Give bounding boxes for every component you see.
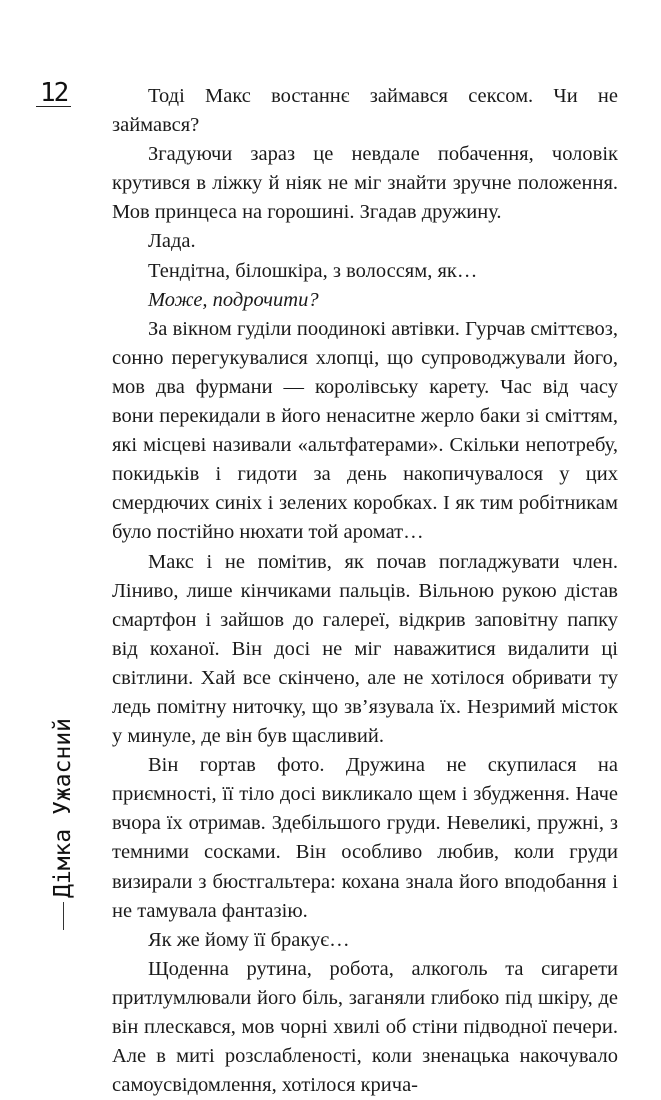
paragraph-4: Тендітна, білошкіра, з волоссям, як…: [148, 259, 478, 282]
paragraph-9: Як же йому її бракує…: [148, 928, 350, 951]
paragraph-3: Лада.: [148, 230, 196, 253]
running-head-text: Дімка Ужасний: [50, 717, 76, 898]
running-head-rule: [63, 902, 64, 930]
paragraph-2: Згадуючи зараз це невдале побачення, чоловік крутився в ліжку й ніяк не міг знайти зручне положення. Мов принцеса на горошині. Згадав дружину.: [112, 143, 618, 224]
paragraph-5-italic: Може, подрочити?: [148, 288, 319, 311]
paragraph-7: Макс і не помітив, як почав погладжувати член. Ліниво, лише кінчиками пальців. Вільною рукою дістав смартфон і зайшов до галереї, відкрив заповітну папку від коханої. Він досі не міг наважитися видалити ці світлини. Хай все скінчено, але не хотілося обривати ту ледь помітну ниточку, що зв’язувала їх. Незримий місток у минуле, де він був щасливий.: [112, 550, 618, 748]
paragraph-6: За вікном гуділи поодинокі автівки. Гурчав сміттєвоз, сонно перегукувалися хлопці, що супроводжували його, мов два фурмани — королівську карету. Час від часу вони перекидали в його ненаситне жерло баки зі сміттям, які місцеві називали «альтфатерами». Скільки непотребу, покидьків і гидоти за день накопичувалося у цих смердючих синіх і зелених коробках. І як тим робітникам було постійно нюхати той аромат…: [112, 317, 618, 544]
paragraph-10: Щоденна рутина, робота, алкоголь та сигарети притлумлювали його біль, заганяли глибоко під шкіру, де він плескався, мов чорні хвилі об стіни підводної печери. Але в миті розслабленості, коли зненацька накочувало самоусвідомлення, хотілося крича-: [112, 957, 618, 1097]
running-head: [50, 718, 76, 930]
body-text: [112, 82, 618, 1100]
page-number: 12: [40, 78, 68, 108]
paragraph-1: Тоді Макс востаннє займався сексом. Чи не займався?: [112, 85, 618, 137]
paragraph-8: Він гортав фото. Дружина не скупилася на приємності, її тіло досі викликало щем і збудження. Наче вчора їх отримав. Здебільшого груди. Невеликі, пружні, з темними сосками. Він особливо любив, коли груди визирали з бюстгальтера: кохана знала його вподобання і не тамувала фантазію.: [112, 754, 618, 922]
